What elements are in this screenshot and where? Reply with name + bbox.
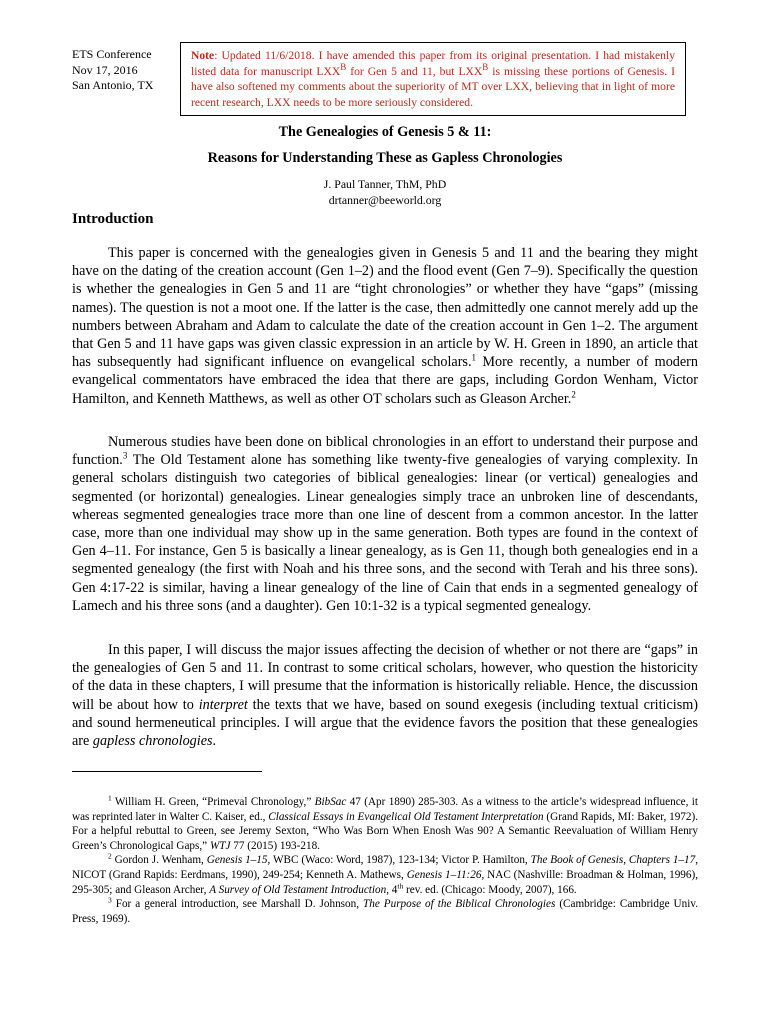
note-text-rest: is missing these portions of Genesis. I have also softened my comments about the superiority of MT over LXX, believing that in light of more recent research, LXX needs to be more seriously considered. (191, 64, 676, 109)
author-name: J. Paul Tanner, ThM, PhD (323, 177, 447, 191)
footnote-2-text-c: , NICOT (Grand Rapids: Eerdmans, 1990), 249-254; Kenneth A. Mathews, (72, 854, 698, 881)
footnote-divider (72, 771, 262, 772)
note-text-mid: for Gen 5 and 11, but LXX (346, 64, 483, 78)
footnote-2-text-f: rev. ed. (Chicago: Moody, 2007), 166. (403, 883, 577, 896)
footnote-2-text-d: , NAC (Nashville: Broadman & Holman, 1996), 295-305; and Gleason Archer, (72, 868, 698, 896)
paragraph-2-text-b: The Old Testament alone has something like twenty-five genealogies of varying complexity. In general scholars distinguish two categories of biblical genealogies: linear (or vertical) genealogies and segmented (or horizontal) genealogies. Linear genealogies simply trace an unbroken line of descendants, whereas segmented genealogies trace more than one line of descent from a common ancestor. In the latter case, more than one individual may show up in the same generation. Both types are found in the context of Gen 4–11. For instance, Gen 5 is basically a linear genealogy, as is Gen 11, though both genealogies end in a segmented genealogy (the first with Noah and his three sons, and the second with Terah and his three sons). Gen 4:17-22 is similar, having a linear genealogy of the line of Cain that ends in a segmented genealogy of Lamech and his three sons (and a daughter). Gen 10:1-32 is a typical segmented genealogy. (72, 452, 698, 614)
paragraph-1-text-a: This paper is concerned with the genealogies given in Genesis 5 and 11 and the bearing they might have on the dating of the creation account (Gen 1–2) and the flood event (Gen 7–9). Specifically the question is whether the genealogies in Gen 5 and 11 are “tight chronologies” or whether they have “gaps” (missing names). The question is not a moot one. If the latter is the case, then admittedly one cannot merely add up the numbers between Abraham and Adam to calculate the date of the creation account in Gen 1–2. The argument that Gen 5 and 11 have gaps was given classic expression in an article by W. H. Green in 1890, an article that has subsequently had significant influence on evangelical scholars. (72, 245, 698, 371)
conference-date: Nov 17, 2016 (72, 62, 138, 77)
paragraph-3-text-b: the texts that we have, based on sound exegesis (including textual criticism) and sound hermeneutical principles. I will argue that the evidence favors the position that these genealogies are (72, 696, 699, 750)
footnote-2-text-e: , 4 (386, 883, 398, 896)
conference-name: ETS Conference (72, 47, 152, 61)
footnote-1-italic-2: Classical Essays in Evangelical Old Testament Interpretation (268, 810, 544, 823)
footnote-ref-2[interactable]: 2 (571, 388, 576, 399)
author-email: drtanner@beeworld.org (328, 192, 442, 207)
paragraph-3-emphasis-gapless: gapless chronologies (92, 733, 213, 750)
paragraph-1-text-b: More recently, a number of modern evangelical commentators have embraced the idea that there are gaps, including Gordon Wenham, Victor Hamilton, and Kenneth Matthews, as well as other OT scholars such as Gleason Archer. (72, 354, 698, 407)
footnote-1-number: 1 (108, 793, 112, 803)
footnote-1-italic-1: BibSac (314, 796, 347, 808)
footnote-2-ordinal: th (397, 880, 404, 890)
footnote-3-italic-1: The Purpose of the Biblical Chronologies (363, 898, 556, 911)
footnote-1-text-d: 77 (2015) 193-218. (230, 839, 320, 852)
conference-location: San Antonio, TX (72, 78, 154, 92)
update-note-box (180, 42, 686, 116)
paragraph-3-text-c: . (212, 733, 217, 750)
footnote-3 (72, 897, 698, 926)
paper-title: The Genealogies of Genesis 5 & 11: (278, 124, 492, 140)
footnote-1 (72, 795, 698, 853)
paragraph-3-emphasis-interpret: interpret (198, 696, 248, 713)
footnote-1-text-b: 47 (Apr 1890) 285-303. As a witness to the article’s widespread influence, it was reprinted later in Walter C. Kaiser, ed., (72, 796, 698, 823)
footnote-3-text-a: For a general introduction, see Marshall D. Johnson, (111, 898, 363, 911)
note-sup-b2: B (482, 61, 489, 72)
paper-subtitle: Reasons for Understanding These as Gapless Chronologies (207, 150, 563, 166)
paragraph-3 (72, 641, 698, 750)
note-text: : Updated 11/6/2018. I have amended this paper from its original presentation. I had mistakenly listed data for manuscript LXX (191, 49, 675, 78)
paragraph-3-text-a: In this paper, I will discuss the major issues affecting the decision of whether or not there are “gaps” in the genealogies of Gen 5 and 11. In contrast to some critical scholars, however, who question the historicity of the data in these chapters, I will presume that the information is historically reliable. Hence, the discussion will be about how to (72, 642, 698, 713)
footnote-2-italic-4: A Survey of Old Testament Introduction (209, 883, 387, 896)
note-sup-b1: B (340, 61, 347, 72)
footnote-2-italic-3: Genesis 1–11:26 (406, 868, 482, 881)
footnote-ref-1[interactable]: 1 (471, 352, 476, 363)
footnote-1-text-c: (Grand Rapids, MI: Baker, 1972). For a helpful rebuttal to Green, see Jeremy Sexton, “Who Was Born When Enosh Was 90? A Semantic Reevaluation of William Henry Green’s Chronological Gaps,” (72, 810, 698, 852)
footnote-ref-3[interactable]: 3 (122, 450, 128, 461)
paragraph-1 (72, 244, 698, 408)
footnote-1-italic-3: WTJ (209, 839, 231, 852)
footnote-2-italic-2: The Book of Genesis, Chapters 1–17 (530, 854, 696, 867)
paragraph-2-text-a: Numerous studies have been done on biblical chronologies in an effort to understand their purpose and function. (72, 434, 698, 469)
footnote-2 (72, 853, 698, 897)
conference-info (72, 47, 153, 94)
footnote-3-number: 3 (108, 895, 112, 905)
footnote-1-text-a: William H. Green, “Primeval Chronology,” (111, 796, 315, 808)
author-block (0, 177, 770, 208)
section-heading-introduction: Introduction (72, 211, 154, 227)
paragraph-2 (72, 433, 698, 615)
footnote-2-number: 2 (108, 851, 112, 861)
footnote-2-italic-1: Genesis 1–15 (206, 854, 268, 867)
footnote-2-text-b: , WBC (Waco: Word, 1987), 123-134; Victor P. Hamilton, (267, 854, 531, 867)
footnote-3-text-b: (Cambridge: Cambridge Univ. Press, 1969). (72, 898, 699, 925)
note-label: Note (191, 49, 215, 62)
footnote-2-text-a: Gordon J. Wenham, (111, 854, 207, 867)
footnotes (72, 795, 698, 926)
